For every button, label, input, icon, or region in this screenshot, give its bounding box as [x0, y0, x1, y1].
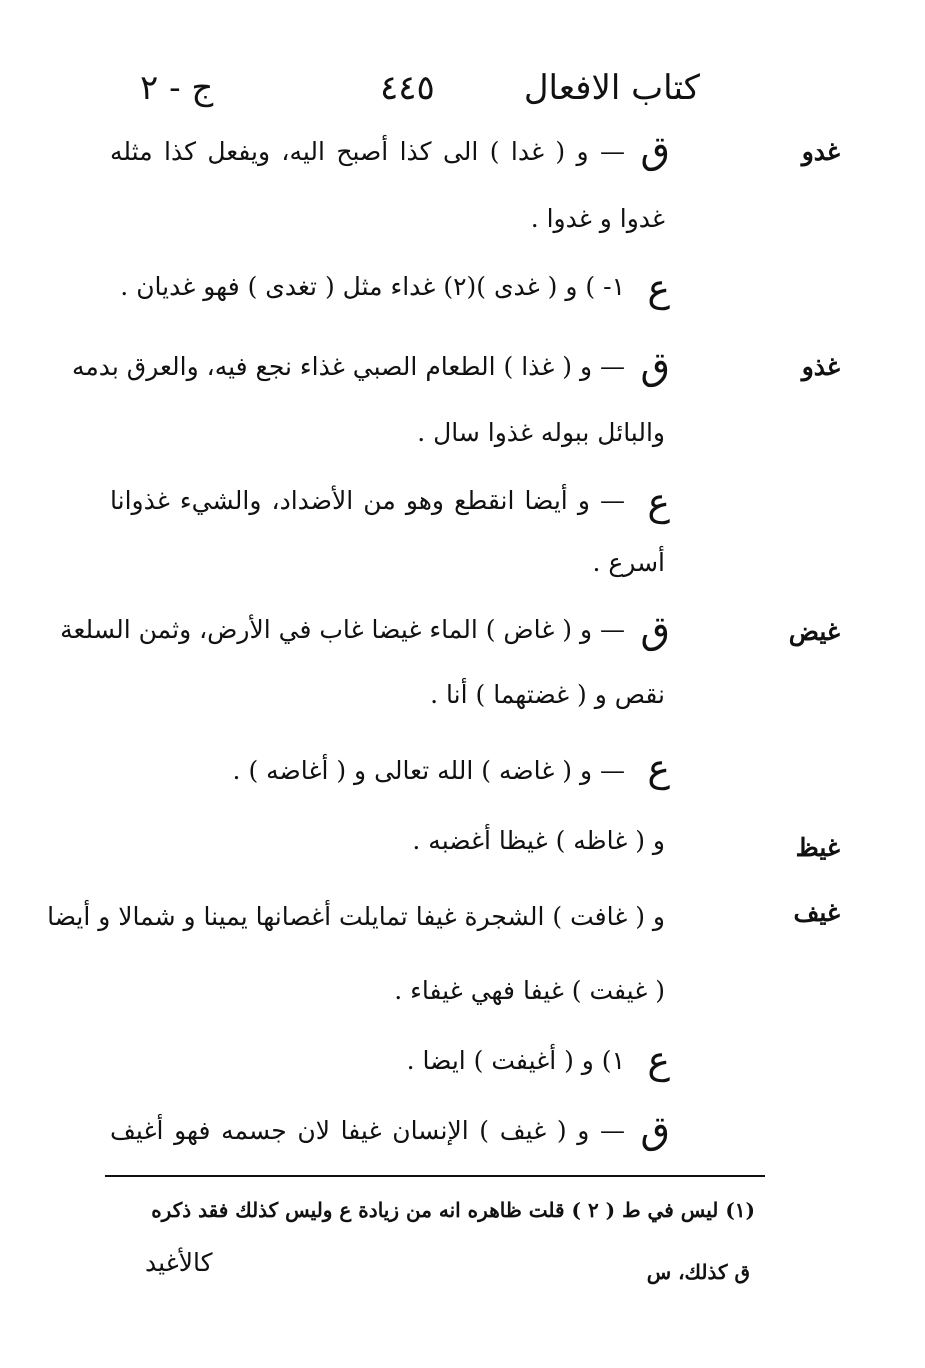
entry-line: — و ( غذا ) الطعام الصبي غذاء نجع فيه، والعرق بدمه — [71, 352, 625, 381]
source-marker: ق — [640, 608, 670, 652]
entry-line: أسرع . — [592, 548, 665, 577]
entry-line: نقص و ( غضتهما ) أنا . — [430, 680, 665, 709]
source-marker: ع — [647, 480, 670, 524]
entry-line: — و أيضا انقطع وهو من الأضداد، والشيء غذوانا — [110, 486, 625, 515]
footnote-line: ق كذلك، س — [646, 1260, 750, 1284]
footnote-divider — [105, 1175, 765, 1177]
entry-line: ١) و ( أغيفت ) ايضا . — [406, 1046, 625, 1075]
source-marker: ق — [640, 1108, 670, 1152]
root-word: غيض — [788, 617, 840, 646]
margin-note: كالأغيد — [145, 1248, 213, 1277]
source-marker: ع — [647, 266, 670, 310]
root-word: غيظ — [795, 833, 840, 862]
source-marker: ق — [640, 344, 670, 388]
entry-line: — و ( غاضه ) الله تعالى و ( أغاضه ) . — [232, 756, 625, 785]
page-number: ٤٤٥ — [380, 68, 435, 108]
entry-line: — و ( غدا ) الى كذا أصبح اليه، ويفعل كذا مثله — [110, 137, 625, 166]
source-marker: ع — [647, 1038, 670, 1082]
source-marker: ع — [647, 746, 670, 790]
entry-line: و ( غاظه ) غيظا أغضبه . — [412, 826, 665, 855]
entry-line: ١- ) و ( غدى )(٢) غداء مثل ( تغدى ) فهو غديان . — [120, 272, 625, 301]
root-word: غدو — [801, 137, 840, 166]
volume-label: ج - ٢ — [140, 68, 214, 108]
footnote-line: (١) ليس في ط ( ٢ ) قلت ظاهره انه من زيادة ع وليس كذلك فقد ذكره — [151, 1198, 755, 1222]
running-title: كتاب الافعال — [523, 68, 700, 108]
root-word: غيف — [793, 898, 840, 927]
source-marker: ق — [640, 128, 670, 172]
entry-line: والبائل ببوله غذوا سال . — [417, 418, 665, 447]
entry-line: غدوا و غدوا . — [530, 204, 665, 233]
root-word: غذو — [801, 352, 840, 381]
entry-line: ( غيفت ) غيفا فهي غيفاء . — [394, 976, 665, 1005]
entry-line: — و ( غاض ) الماء غيضا غاب في الأرض، وثمن السلعة — [60, 615, 625, 644]
entry-line: — و ( غيف ) الإنسان غيفا لان جسمه فهو أغيف — [110, 1116, 625, 1145]
entry-line: و ( غافت ) الشجرة غيفا تمايلت أغصانها يمينا و شمالا و أيضا — [47, 902, 665, 931]
